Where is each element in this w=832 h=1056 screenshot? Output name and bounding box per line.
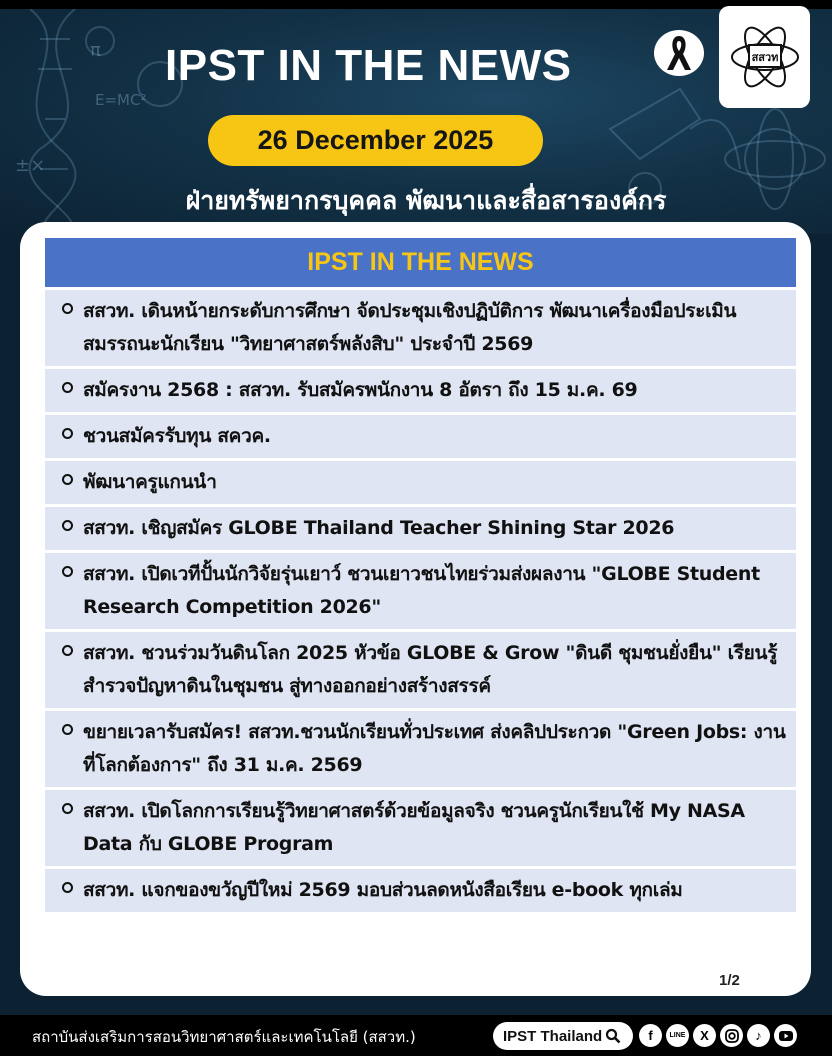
search-icon bbox=[605, 1028, 621, 1044]
instagram-icon[interactable] bbox=[720, 1024, 743, 1047]
footer-organization: สถาบันส่งเสริมการสอนวิทยาศาสตร์และเทคโนโลยี (สสวท.) bbox=[32, 1028, 416, 1046]
svg-text:π: π bbox=[90, 40, 101, 61]
mourning-ribbon-icon bbox=[654, 30, 704, 76]
news-item-text: สสวท. เดินหน้ายกระดับการศึกษา จัดประชุมเชิงปฏิบัติการ พัฒนาเครื่องมือประเมินสมรรถนะนักเรียน "วิทยาศาสตร์พลังสิบ" ประจำปี 2569 bbox=[83, 300, 737, 355]
news-table bbox=[45, 238, 796, 912]
news-item-text: สสวท. เชิญสมัคร GLOBE Thailand Teacher Shining Star 2026 bbox=[83, 517, 675, 539]
news-item[interactable] bbox=[45, 458, 796, 504]
news-item-text: ขยายเวลารับสมัคร! สสวท.ชวนนักเรียนทั่วประเทศ ส่งคลิปประกวด "Green Jobs: งานที่โลกต้องการ" ถึง 31 ม.ค. 2569 bbox=[83, 721, 786, 776]
footer-bar bbox=[0, 1015, 832, 1056]
news-item-text: สสวท. ชวนร่วมวันดินโลก 2025 หัวข้อ GLOBE & Grow "ดินดี ชุมชนยั่งยืน" เรียนรู้สำรวจปัญหาดินในชุมชน สู่ทางออกอย่างสร้างสรรค์ bbox=[83, 642, 778, 697]
bullet-icon bbox=[51, 874, 83, 893]
bullet-icon bbox=[51, 466, 83, 485]
search-label: IPST Thailand bbox=[503, 1027, 603, 1045]
date-text: 26 December 2025 bbox=[257, 125, 494, 155]
news-item[interactable] bbox=[45, 366, 796, 412]
bullet-icon bbox=[51, 420, 83, 439]
search-ipst-thailand[interactable] bbox=[493, 1022, 633, 1050]
news-item-text: สสวท. แจกของขวัญปีใหม่ 2569 มอบส่วนลดหนังสือเรียน e-book ทุกเล่ม bbox=[83, 879, 683, 901]
news-item-text: สมัครงาน 2568 : สสวท. รับสมัครพนักงาน 8 อัตรา ถึง 15 ม.ค. 69 bbox=[83, 379, 638, 401]
page-title: IPST IN THE NEWS bbox=[165, 41, 572, 90]
tiktok-icon[interactable]: ♪ bbox=[747, 1024, 770, 1047]
news-item-text: พัฒนาครูแกนนำ bbox=[83, 471, 217, 493]
bullet-icon bbox=[51, 716, 83, 735]
news-item-text: สสวท. เปิดเวทีปั้นนักวิจัยรุ่นเยาว์ ชวนเยาวชนไทยร่วมส่งผลงาน "GLOBE Student Research Competition 2026" bbox=[83, 563, 760, 618]
news-item-text: สสวท. เปิดโลกการเรียนรู้วิทยาศาสตร์ด้วยข้อมูลจริง ชวนครูนักเรียนใช้ My NASA Data กับ GLOBE Program bbox=[83, 800, 745, 855]
department-name: ฝ่ายทรัพยากรบุคคล พัฒนาและสื่อสารองค์กร bbox=[185, 186, 667, 215]
bullet-icon bbox=[51, 512, 83, 531]
news-item[interactable] bbox=[45, 629, 796, 708]
date-badge bbox=[208, 115, 543, 166]
header-banner bbox=[0, 9, 832, 234]
bullet-icon bbox=[51, 374, 83, 393]
svg-text:E=MC²: E=MC² bbox=[95, 91, 147, 109]
facebook-icon[interactable]: f bbox=[639, 1024, 662, 1047]
news-item[interactable] bbox=[45, 287, 796, 366]
bullet-icon bbox=[51, 637, 83, 656]
news-item[interactable] bbox=[45, 504, 796, 550]
ipst-logo bbox=[719, 6, 810, 108]
bullet-icon bbox=[51, 558, 83, 577]
bullet-icon bbox=[51, 795, 83, 814]
news-item-text: ชวนสมัครรับทุน สควค. bbox=[83, 425, 271, 447]
line-icon[interactable]: LINE bbox=[666, 1024, 689, 1047]
x-icon[interactable]: X bbox=[693, 1024, 716, 1047]
news-list bbox=[45, 287, 796, 912]
news-item[interactable] bbox=[45, 412, 796, 458]
logo-text: สสวท bbox=[751, 51, 778, 64]
news-item[interactable] bbox=[45, 787, 796, 866]
top-border bbox=[0, 0, 832, 9]
page-number: 1/2 bbox=[719, 972, 740, 989]
youtube-icon[interactable] bbox=[774, 1024, 797, 1047]
news-item[interactable] bbox=[45, 708, 796, 787]
news-table-heading: IPST IN THE NEWS bbox=[45, 238, 796, 287]
news-item[interactable] bbox=[45, 866, 796, 912]
bullet-icon bbox=[51, 295, 83, 314]
news-item[interactable] bbox=[45, 550, 796, 629]
svg-text:±×: ±× bbox=[15, 155, 46, 176]
